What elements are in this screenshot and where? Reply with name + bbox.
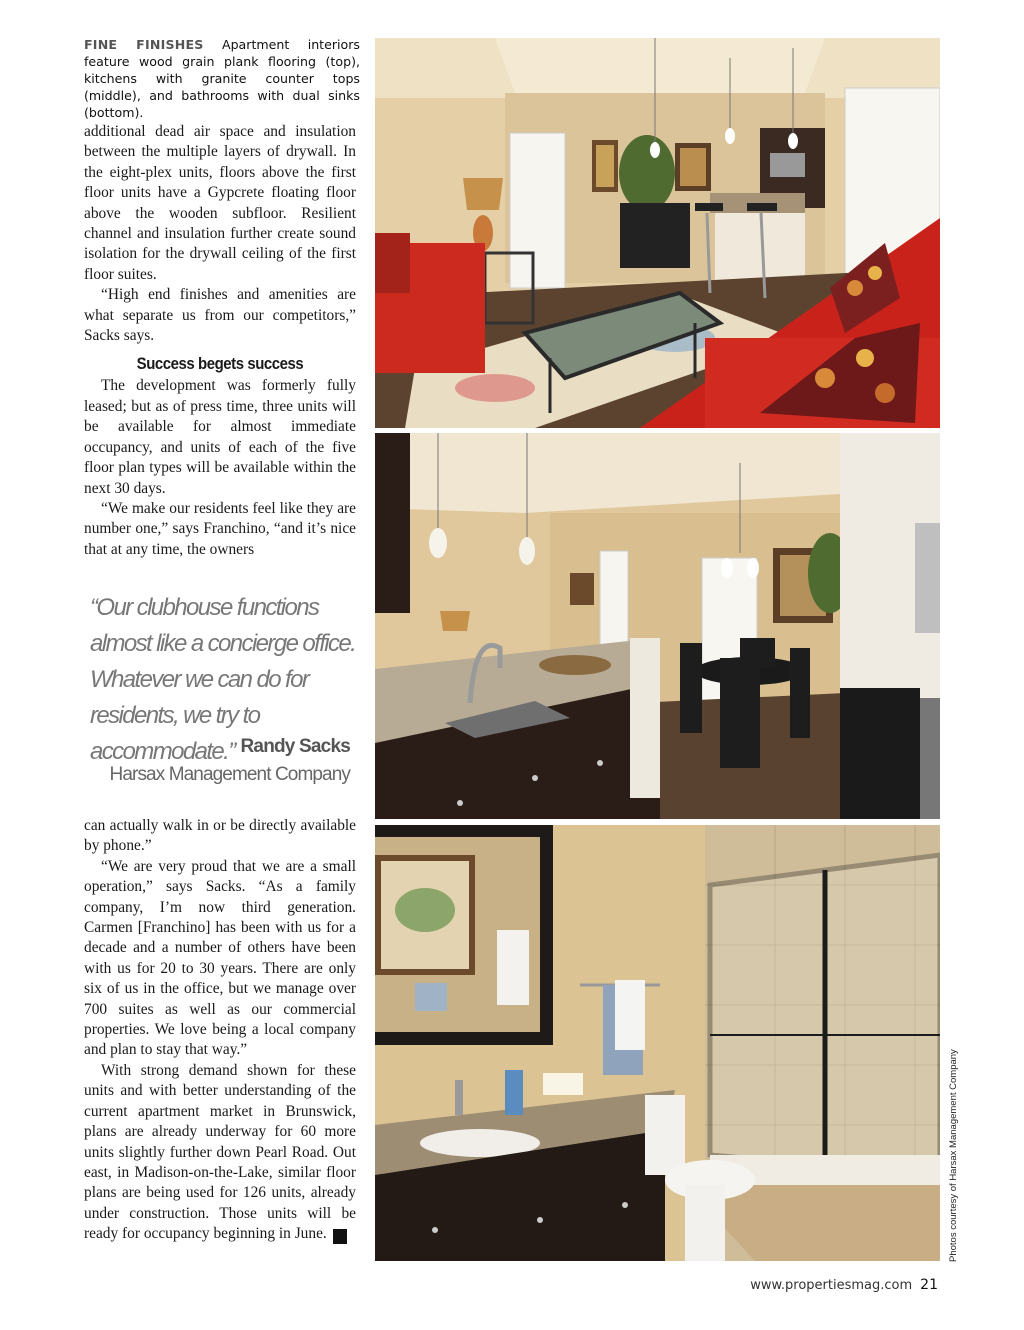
pull-quote-org: Harsax Management Company [109, 764, 350, 785]
article-paragraph-last [84, 1061, 356, 1245]
page-number: 21 [920, 1277, 938, 1293]
page-footer [750, 1277, 938, 1293]
photo-bathroom [375, 825, 940, 1261]
pull-quote-name: Randy Sacks [240, 736, 350, 757]
article-paragraph: “We are very proud that we are a small operation,” says Sacks. “As a family company, I’m now third generation. Carmen [Franchino] has been with us for a decade and a number of others have been with us for 20 to 30 years. There are only six of us in the office, but we manage over 700 suites as well as our commercial properties. We love being a local company and plan to stay that way.” [84, 857, 356, 1059]
caption-label: FINE FINISHES [84, 37, 204, 52]
pull-quote: “Our clubhouse functions almost like a concierge office. Whatever we can do for residents, we try to accommodate.” [90, 594, 356, 765]
caption-text: Apartment interiors feature wood grain plank flooring (top), kitchens with granite counter tops (middle), and bathrooms with dual sinks (bottom). [84, 37, 360, 120]
section-subhead: Success begets success [136, 354, 304, 374]
article-paragraph: “High end finishes and amenities are what separate us from our competitors,” Sacks says. [84, 286, 356, 345]
article-paragraph: additional dead air space and insulation between the multiple layers of drywall. In the eight-plex units, floors above the first floor units have a Gypcrete floating floor above the wooden subfloor. Resilient channel and insulation further create sound isolation for the drywall ceiling of the first floor suites. [84, 123, 356, 283]
photo-living-room [375, 38, 940, 428]
photo-kitchen [375, 433, 940, 819]
article-paragraph-text: With strong demand shown for these units and with better understanding of the current apartment market in Brunswick, plans are already underway for 60 more units slightly further down Pearl Road. Out east, in Madison-on-the-Lake, similar floor plans are being used for 126 units, already under construction. Those units will be ready for occupancy beginning in June. [84, 1061, 356, 1243]
photo-caption [84, 36, 360, 121]
article-column-upper [84, 122, 356, 560]
article-column-lower [84, 816, 356, 1245]
footer-url: www.propertiesmag.com [750, 1278, 913, 1293]
article-paragraph: The development was formerly fully leased; but as of press time, three units will be available for almost immediate occupancy, and units of each of the five floor plan types will be available within the next 30 days. [84, 377, 356, 497]
end-mark-icon: P [333, 1229, 347, 1244]
article-paragraph: can actually walk in or be directly available by phone.” [84, 817, 356, 855]
photo-credit: Photos courtesy of Harsax Management Company [948, 1049, 959, 1262]
article-paragraph: “We make our residents feel like they are number one,” says Franchino, “and it’s nice that at any time, the owners [84, 499, 356, 558]
